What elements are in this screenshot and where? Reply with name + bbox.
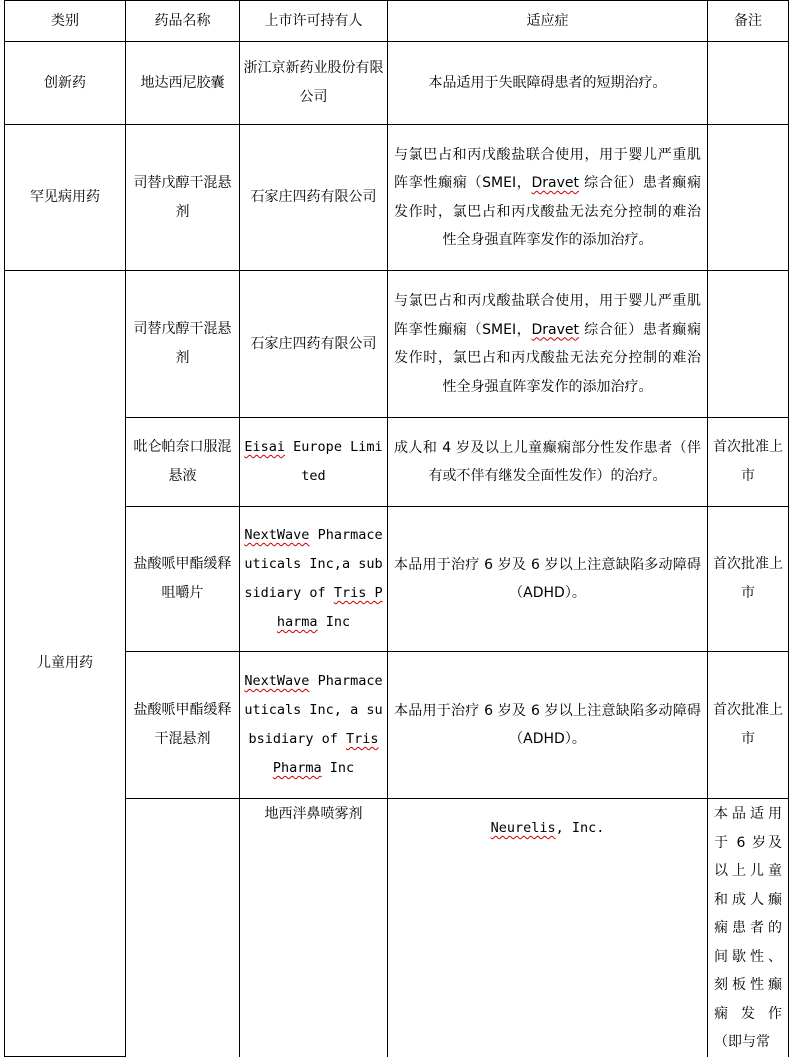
indication-cell <box>388 271 708 418</box>
holder-name-rest: Pharmaceuticals Inc, a subsidiary of <box>244 673 383 747</box>
holder-cell <box>388 799 708 1057</box>
header-remark: 备注 <box>708 1 789 42</box>
holder-name-part: NextWave <box>244 527 310 543</box>
holder-name-rest: , Inc. <box>555 820 605 836</box>
drug-name-cell: 吡仑帕奈口服混悬液 <box>126 418 240 507</box>
drug-name-cell: 盐酸哌甲酯缓释咀嚼片 <box>126 507 240 652</box>
indication-cell <box>388 125 708 271</box>
holder-cell: 石家庄四药有限公司 <box>240 271 388 418</box>
header-holder: 上市许可持有人 <box>240 1 388 42</box>
drug-name-cell: 地西泮鼻喷雾剂 <box>240 799 388 1057</box>
table-row <box>5 271 789 418</box>
category-cell-rare: 罕见病用药 <box>5 125 126 271</box>
indication-cell: 成人和 4 岁及以上儿童癫痫部分性发作患者（伴有或不伴有继发全面性发作）的治疗。 <box>388 418 708 507</box>
indication-cell: 本品用于治疗 6 岁及 6 岁以上注意缺陷多动障碍（ADHD）。 <box>388 652 708 799</box>
drug-name-cell: 司替戊醇干混悬剂 <box>126 125 240 271</box>
category-cell-pediatric: 儿童用药 <box>5 271 126 1057</box>
remark-cell <box>708 42 789 125</box>
header-row <box>5 1 789 42</box>
header-indication: 适应症 <box>388 1 708 42</box>
holder-cell: 石家庄四药有限公司 <box>240 125 388 271</box>
holder-parent-rest: Inc <box>317 614 351 630</box>
remark-cell: 首次批准上市 <box>708 652 789 799</box>
drug-name-cell: 地达西尼胶囊 <box>126 42 240 125</box>
indication-cell: 本品用于治疗 6 岁及 6 岁以上注意缺陷多动障碍（ADHD）。 <box>388 507 708 652</box>
indication-text-post: 综合征）患者癫痫发作时，氯巴占和丙戊酸盐无法充分控制的难治性全身强直阵挛发作的添加治疗。 <box>394 321 701 395</box>
category-cell-empty <box>126 799 240 1057</box>
indication-cell: 本品适用于 6 岁及以上儿童和成人癫痫患者的间歇性、刻板性癫痫发作（即与常 <box>708 799 789 1057</box>
drug-name-cell: 盐酸哌甲酯缓释干混悬剂 <box>126 652 240 799</box>
header-category: 类别 <box>5 1 126 42</box>
holder-cell <box>240 652 388 799</box>
indication-text-post: 综合征）患者癫痫发作时，氯巴占和丙戊酸盐无法充分控制的难治性全身强直阵挛发作的添加治疗。 <box>394 175 701 248</box>
remark-cell: 首次批准上市 <box>708 507 789 652</box>
indication-text-pre: 与氯巴占和丙戊酸盐联合使用，用于婴儿严重肌阵挛性癫痫（SMEI， <box>394 293 701 338</box>
remark-cell: 首次批准上市 <box>708 418 789 507</box>
drug-approval-table <box>4 0 789 1057</box>
holder-cell <box>240 418 388 507</box>
holder-parent-part: Tris Pharma <box>276 585 383 630</box>
indication-term: Dravet <box>531 175 579 191</box>
table-row <box>5 125 789 271</box>
indication-cell: 本品适用于失眠障碍患者的短期治疗。 <box>388 42 708 125</box>
holder-cell <box>240 507 388 652</box>
holder-parent-rest: Inc <box>321 760 355 776</box>
holder-name-rest: Europe Limited <box>285 439 383 484</box>
indication-text-pre: 与氯巴占和丙戊酸盐联合使用，用于婴儿严重肌阵挛性癫痫（SMEI， <box>394 146 701 191</box>
indication-term: Dravet <box>531 321 579 338</box>
holder-name-part: NextWave <box>244 673 310 689</box>
holder-name-part: Neurelis <box>490 820 556 836</box>
remark-cell <box>708 271 789 418</box>
holder-parent-part: Tris Pharma <box>272 731 379 776</box>
header-drug-name: 药品名称 <box>126 1 240 42</box>
category-cell-innovative: 创新药 <box>5 42 126 125</box>
holder-name-part: Eisai <box>244 439 286 455</box>
table-row <box>5 42 789 125</box>
holder-cell: 浙江京新药业股份有限公司 <box>240 42 388 125</box>
remark-cell <box>708 125 789 271</box>
drug-name-cell: 司替戊醇干混悬剂 <box>126 271 240 418</box>
holder-name-rest: Pharmaceuticals Inc,a subsidiary of <box>244 527 383 601</box>
